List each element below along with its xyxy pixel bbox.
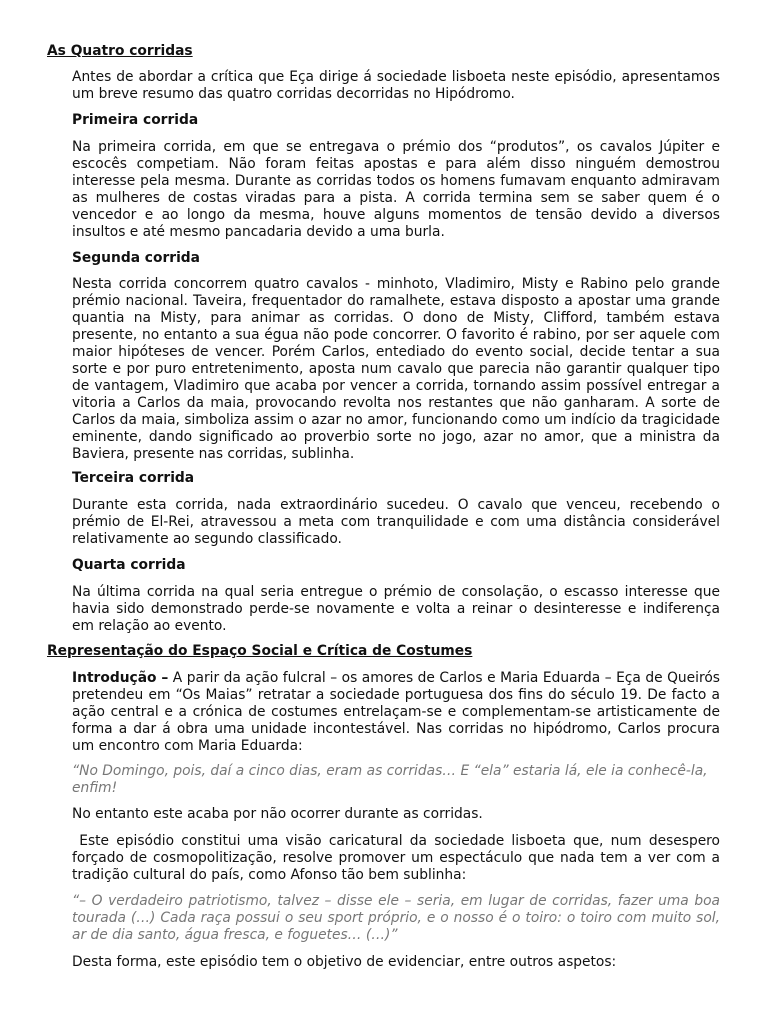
paragraph-objetivo: Desta forma, este episódio tem o objetivo de evidenciar, entre outros aspetos: xyxy=(72,954,617,970)
race-1-paragraph: Na primeira corrida, em que se entregava o prémio dos “produtos”, os cavalos Júpiter e escocês competiam. Não foram feitas apostas e para além disso ninguém demostrou interesse pela mesma. Durante as corridas todos os homens fumavam enquanto admiravam as mulheres de costas viradas para a pista. A corrida termina sem se saber quem é o vencedor e ao longo da mesma, houve alguns momentos de tensão devido a diversos insultos e até mesmo pancadaria devido a uma burla. xyxy=(72,139,720,240)
paragraph-visao-caricatural: Este episódio constitui uma visão caricatural da sociedade lisboeta que, num desespero forçado de cosmopolitização, resolve promover um espectáculo que nada tem a ver com a tradição cultural do país, como Afonso tão bem sublinha: xyxy=(72,833,725,883)
race-3-heading: Terceira corrida xyxy=(72,470,195,486)
race-4-heading: Quarta corrida xyxy=(72,557,186,573)
intro-paragraph: Antes de abordar a crítica que Eça dirige á sociedade lisboeta neste episódio, apresentamos um breve resumo das quatro corridas decorridas no Hipódromo. xyxy=(72,69,720,102)
race-2-paragraph: Nesta corrida concorrem quatro cavalos - minhoto, Vladimiro, Misty e Rabino pelo grande prémio nacional. Taveira, frequentador do ramalhete, estava disposto a apostar uma grande quantia na Misty, para animar as corridas. O dono de Misty, Clifford, também estava presente, no entanto a sua égua não pode concorrer. O favorito é rabino, por ser aquele com maior hipóteses de vencer. Porém Carlos, entediado do evento social, decide tentar a sua sorte e por puro entretenimento, aposta num cavalo que parecia não garantir qualquer tipo de vantagem, Vladimiro que acaba por vencer a corrida, tornando assim possível entregar a vitoria a Carlos da maia, provocando revolta nos restantes que não ganharam. A sorte de Carlos da maia, simboliza assim o azar no amor, funcionando como um indício da tragicidade eminente, dando significado ao proverbio sorte no jogo, azar no amor, que a ministra da Baviera, presente nas corridas, sublinha. xyxy=(72,276,720,462)
introducao-paragraph xyxy=(72,670,720,755)
race-1-heading: Primeira corrida xyxy=(72,112,199,128)
section-heading-espaco-social: Representação do Espaço Social e Crítica de Costumes xyxy=(47,643,473,659)
quote-afonso: “– O verdadeiro patriotismo, talvez – disse ele – seria, em lugar de corridas, fazer uma boa tourada (…) Cada raça possui o seu sport próprio, e o nosso é o toiro: o toiro com muito sol, ar de dia santo, água fresca, e foguetes… (…)” xyxy=(72,893,720,943)
section-heading-quatro-corridas: As Quatro corridas xyxy=(47,43,193,59)
race-4-paragraph: Na última corrida na qual seria entregue o prémio de consolação, o escasso interesse que havia sido demonstrado perde-se novamente e volta a reinar o desinteresse e indiferença em relação ao evento. xyxy=(72,584,720,634)
race-3-paragraph: Durante esta corrida, nada extraordinário sucedeu. O cavalo que venceu, recebendo o prémio de El-Rei, atravessou a meta com tranquilidade e com uma distância considerável relativamente ao segundo classificado. xyxy=(72,497,720,547)
paragraph-nao-ocorrer: No entanto este acaba por não ocorrer durante as corridas. xyxy=(72,806,483,822)
quote-corridas: “No Domingo, pois, daí a cinco dias, eram as corridas… E “ela” estaria lá, ele ia conhecê-la, enfim! xyxy=(72,763,708,796)
race-2-heading: Segunda corrida xyxy=(72,250,200,266)
introducao-label: Introdução – xyxy=(72,670,169,686)
introducao-text: A parir da ação fulcral – os amores de Carlos e Maria Eduarda – Eça de Queirós pretendeu em “Os Maias” retratar a sociedade portuguesa dos fins do século 19. De facto a ação central e a crónica de costumes entrelaçam-se e complementam-se artisticamente de forma a dar á obra uma unidade incontestável. Nas corridas no hipódromo, Carlos procura um encontro com Maria Eduarda: xyxy=(72,670,720,754)
